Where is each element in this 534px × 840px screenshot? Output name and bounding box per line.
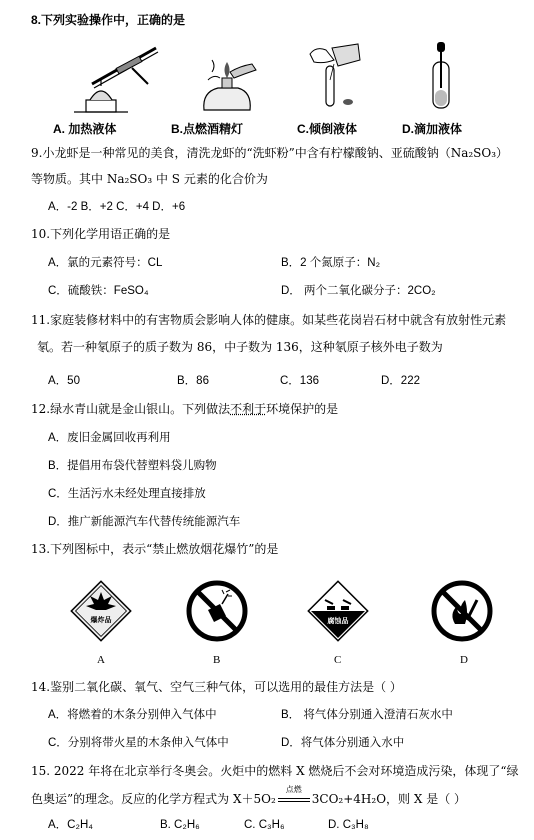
- no-fireworks-sign: [186, 580, 248, 642]
- lighting-alcohol-lamp-figure: [194, 52, 266, 114]
- q14-option-b: B． 将气体分别通入澄清石灰水中: [281, 709, 453, 721]
- explosive-sign-label: 爆炸品: [90, 616, 112, 624]
- q11-line2: 氡。若一种氡原子的质子数为 86，中子数为 136，这种氡原子核外电子数为: [37, 340, 443, 354]
- q15-line2: [31, 785, 467, 806]
- q12-stem: [31, 402, 338, 416]
- q12-option-a: A．废旧金属回收再利用: [48, 432, 171, 444]
- q11-option-b: B．86: [177, 375, 209, 387]
- q13-label-c: C: [334, 654, 342, 666]
- q8-caption-d: D.滴加液体: [402, 122, 463, 136]
- pouring-liquid-figure: [304, 40, 364, 112]
- corrosive-hazard-sign: [305, 578, 371, 644]
- q13-label-a: A: [97, 654, 105, 666]
- q12-option-c: C．生活污水未经处理直接排放: [48, 488, 206, 500]
- q12-stem-emphasis: 不利于: [230, 402, 267, 416]
- q15-reaction-condition: 点燃: [285, 785, 302, 794]
- q9-line2: 等物质。其中 Na₂SO₃ 中 S 元素的化合价为: [31, 172, 268, 186]
- q11-line1: 11.家庭装修材料中的有害物质会影响人体的健康。如某些花岗岩石材中就含有放射性元素: [31, 313, 507, 327]
- corrosive-sign-label: 腐蚀品: [327, 617, 349, 625]
- dropping-liquid-figure: [425, 40, 455, 112]
- q12-stem-post: 环境保护的是: [266, 402, 339, 416]
- q10-option-a: A．氯的元素符号：CL: [48, 257, 163, 269]
- q10-stem: 10.下列化学用语正确的是: [31, 227, 171, 241]
- q8-caption-a: A. 加热液体: [53, 122, 117, 136]
- q15-option-c: C. C₃H₆: [244, 819, 285, 831]
- no-open-flame-sign: [431, 580, 493, 642]
- q14-option-c: C．分别将带火星的木条伸入气体中: [48, 737, 229, 749]
- q12-option-d: D．推广新能源汽车代替传统能源汽车: [48, 516, 241, 528]
- q13-label-b: B: [213, 654, 221, 666]
- heating-liquid-figure: [72, 40, 164, 116]
- q11-option-d: D．222: [381, 375, 420, 387]
- q14-option-d: D．将气体分别通入水中: [281, 737, 405, 749]
- q15-equation-right: 3CO₂+4H₂O，则 X 是（ ）: [311, 792, 467, 806]
- q12-option-b: B．提倡用布袋代替塑料袋儿购物: [48, 460, 217, 472]
- q15-line1: 15. 2022 年将在北京举行冬奥会。火炬中的燃料 X 燃烧后不会对环境造成污染，体现了“绿: [31, 764, 519, 778]
- q8-stem: 8.下列实验操作中，正确的是: [31, 13, 186, 27]
- q11-option-a: A．50: [48, 375, 80, 387]
- q11-option-c: C．136: [280, 375, 319, 387]
- q9-options: A．-2 B．+2 C．+4 D．+6: [48, 201, 186, 213]
- q15-option-a: A．C₂H₄: [48, 819, 93, 831]
- q8-caption-b: B.点燃酒精灯: [171, 122, 244, 136]
- q10-option-d: D． 两个二氧化碳分子：2CO₂: [281, 285, 436, 297]
- q15-option-b: B. C₂H₆: [160, 819, 200, 831]
- q13-stem: 13.下列图标中，表示“禁止燃放烟花爆竹”的是: [31, 542, 279, 556]
- q15-equation-left: 色奥运”的理念。反应的化学方程式为 X＋5O₂: [31, 792, 276, 806]
- q14-stem: 14.鉴别二氧化碳、氧气、空气三种气体，可以选用的最佳方法是（ ）: [31, 680, 402, 694]
- q14-option-a: A．将燃着的木条分别伸入气体中: [48, 709, 217, 721]
- q8-caption-c: C.倾倒液体: [297, 122, 358, 136]
- q15-reaction-arrow: [276, 785, 312, 806]
- q10-option-b: B．2 个氮原子：N₂: [281, 257, 381, 269]
- q13-label-d: D: [460, 654, 468, 666]
- explosive-hazard-sign: [68, 578, 134, 644]
- q12-stem-pre: 12.绿水青山就是金山银山。下列做法: [31, 402, 231, 416]
- q9-line1: 9.小龙虾是一种常见的美食，清洗龙虾的“洗虾粉”中含有柠檬酸钠、亚硫酸钠（Na₂SO₃）: [31, 146, 509, 160]
- q15-option-d: D. C₃H₈: [328, 819, 369, 831]
- q10-option-c: C．硫酸铁：FeSO₄: [48, 285, 149, 297]
